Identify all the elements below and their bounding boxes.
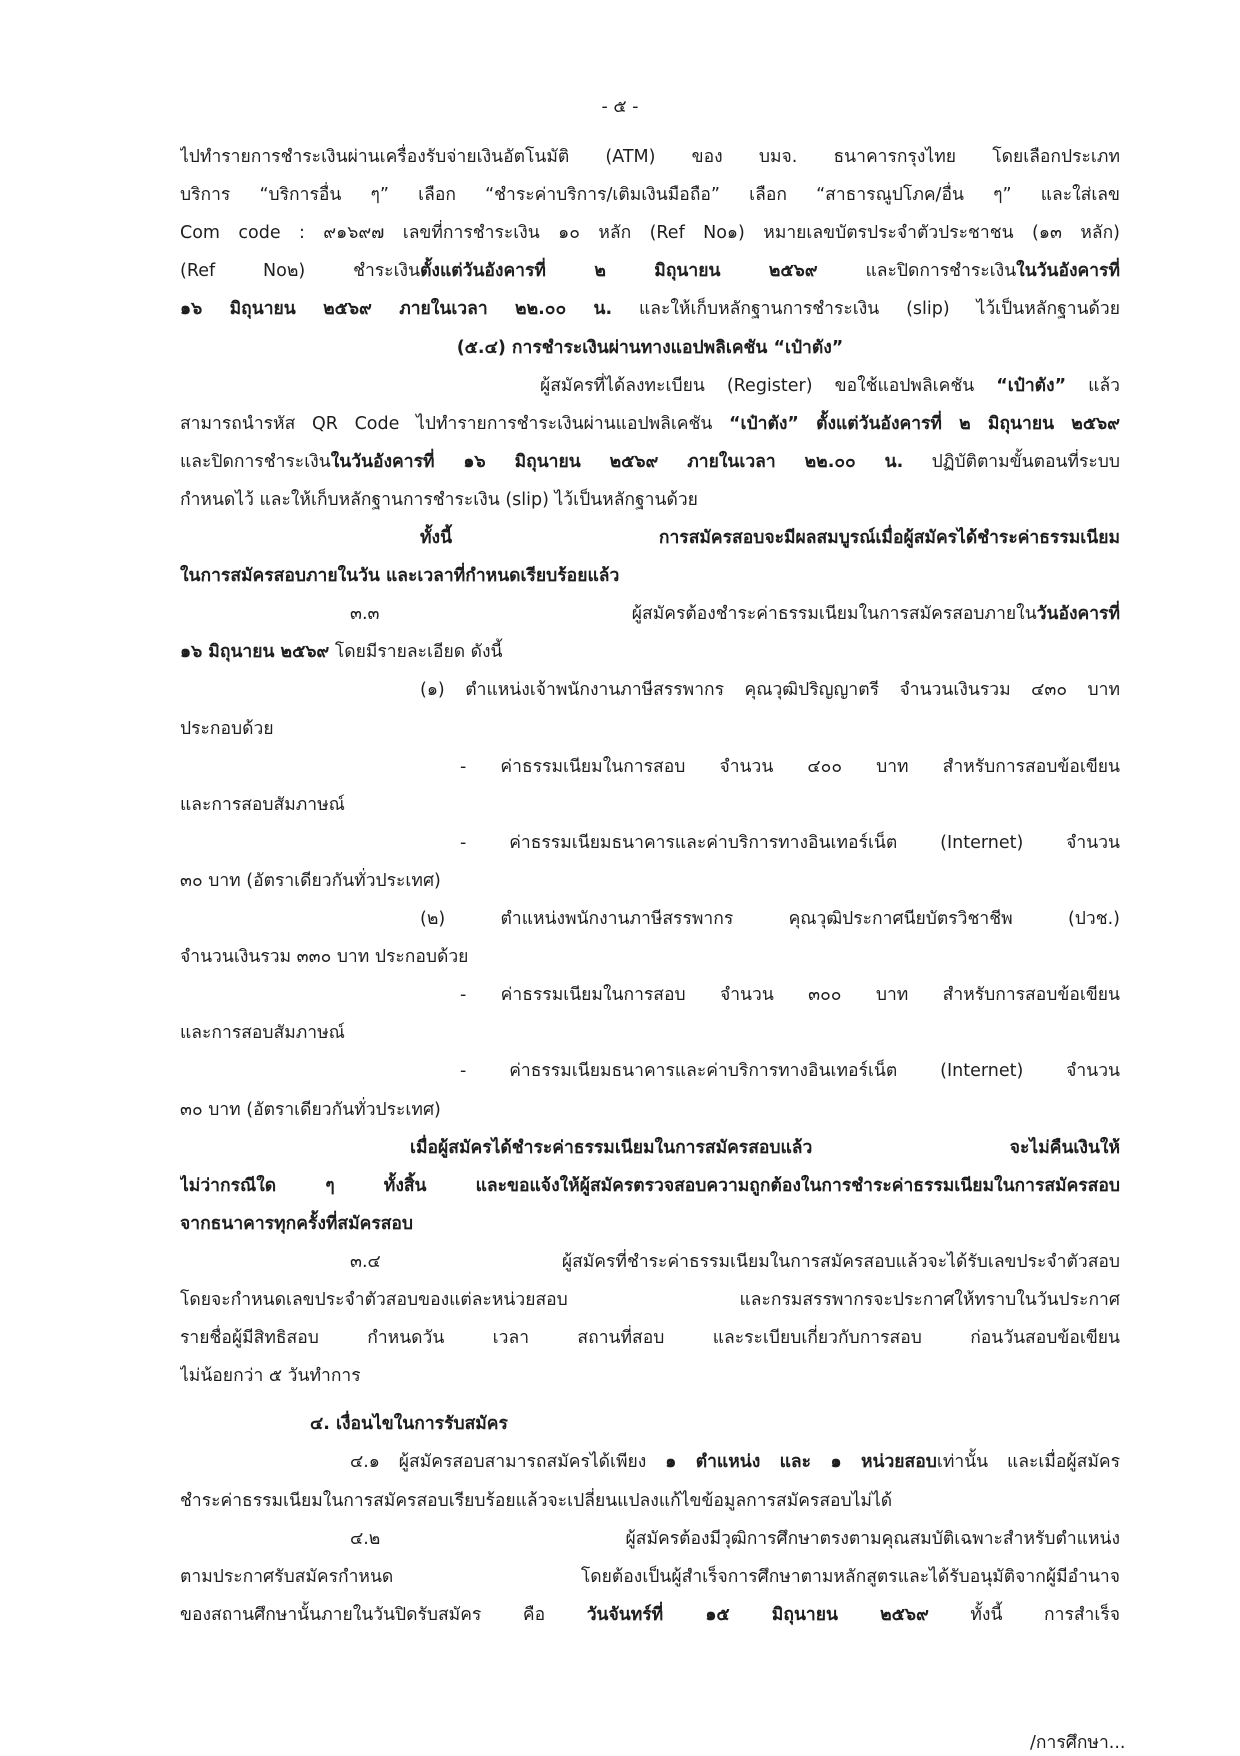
text-segment: โดยจะกำหนดเลขประจำตัวสอบของแต่ละหน่วยสอบ และกรมสรรพากรจะประกาศให้ทราบในวันประกาศ xyxy=(180,1290,1120,1310)
bold-text-segment: ในวันอังคารที่ ๑๖ มิถุนายน ๒๕๖๙ ภายในเวลา ๒๒.๐๐ น. xyxy=(330,451,904,472)
text-segment: กำหนดไว้ และให้เก็บหลักฐานการชำระเงิน (slip) ไว้เป็นหลักฐานด้วย xyxy=(180,489,698,510)
text-line xyxy=(180,976,1120,1014)
text-segment: ตามประกาศรับสมัครกำหนด โดยต้องเป็นผู้สำเร็จการศึกษาตามหลักสูตรและได้รับอนุมัติจากผู้มีอำนาจ xyxy=(180,1566,1120,1587)
text-line xyxy=(180,1243,1120,1281)
text-line xyxy=(180,176,1120,214)
bold-text-segment: “เป๋าตัง” ตั้งแต่วันอังคารที่ ๒ มิถุนายน ๒๕๖๙ xyxy=(729,413,1120,434)
text-line xyxy=(180,367,1120,405)
text-segment: รายชื่อผู้มีสิทธิสอบ กำหนดวัน เวลา สถานที่สอบ และระเบียบเกี่ยวกับการสอบ ก่อนวันสอบข้อเขียน xyxy=(180,1328,1120,1349)
text-segment: และให้เก็บหลักฐานการชำระเงิน (slip) ไว้เป็นหลักฐานด้วย xyxy=(612,299,1120,320)
text-line xyxy=(180,481,1120,519)
text-line xyxy=(180,938,1120,976)
text-segment: ปฏิบัติตามขั้นตอนที่ระบบ xyxy=(903,451,1120,472)
text-line xyxy=(180,252,1120,290)
text-segment: ชำระค่าธรรมเนียมในการสมัครสอบเรียบร้อยแล้วจะเปลี่ยนแปลงแก้ไขข้อมูลการสมัครสอบไม่ได้ xyxy=(180,1490,893,1511)
text-line xyxy=(180,1596,1120,1634)
text-segment: ๓๐ บาท (อัตราเดียวกันทั่วประเทศ) xyxy=(180,1099,441,1120)
text-segment: เท่านั้น และเมื่อผู้สมัคร xyxy=(936,1452,1120,1473)
text-line xyxy=(180,1014,1120,1052)
text-segment: ๔.๑ ผู้สมัครสอบสามารถสมัครได้เพียง xyxy=(350,1452,666,1473)
text-line xyxy=(180,1405,1120,1443)
bold-text-segment: วันจันทร์ที่ ๑๕ มิถุนายน ๒๕๖๙ xyxy=(586,1604,929,1625)
text-line xyxy=(180,862,1120,900)
bold-text-segment: ตั้งแต่วันอังคารที่ ๒ มิถุนายน ๒๕๖๙ xyxy=(420,261,818,282)
text-segment: และปิดการชำระเงิน xyxy=(180,451,331,472)
text-line xyxy=(180,1281,1120,1319)
bold-text-segment: ทั้งนี้ การสมัครสอบจะมีผลสมบูรณ์เมื่อผู้สมัครได้ชำระค่าธรรมเนียม xyxy=(420,528,1120,548)
text-segment: - ค่าธรรมเนียมในการสอบ จำนวน ๓๐๐ บาท สำหรับการสอบข้อเขียน xyxy=(460,985,1120,1006)
text-line xyxy=(180,786,1120,824)
text-segment: ไปทำรายการชำระเงินผ่านเครื่องรับจ่ายเงินอัตโนมัติ (ATM) ของ บมจ. ธนาคารกรุงไทย โดยเลือกประเภท xyxy=(180,147,1120,167)
text-segment: และการสอบสัมภาษณ์ xyxy=(180,794,345,815)
text-segment: ๓.๔ ผู้สมัครที่ชำระค่าธรรมเนียมในการสมัครสอบแล้วจะได้รับเลขประจำตัวสอบ xyxy=(350,1251,1120,1272)
text-segment: และการสอบสัมภาษณ์ xyxy=(180,1023,345,1044)
text-line xyxy=(180,1052,1120,1090)
text-line xyxy=(180,138,1120,176)
bold-text-segment: ๑๖ มิถุนายน ๒๕๖๙ xyxy=(180,642,330,663)
bold-text-segment: (๕.๔) การชำระเงินผ่านทางแอปพลิเคชัน “เป๋าตัง” xyxy=(456,337,844,358)
text-segment: (๑) ตำแหน่งเจ้าพนักงานภาษีสรรพากร คุณวุฒิปริญญาตรี จำนวนเงินรวม ๔๓๐ บาท xyxy=(420,680,1120,701)
text-line xyxy=(180,405,1120,443)
bold-text-segment: ในวันอังคารที่ xyxy=(1016,261,1120,282)
text-line xyxy=(180,671,1120,709)
continuation-footer: /การศึกษา... xyxy=(1030,1733,1126,1753)
text-line xyxy=(180,1129,1120,1167)
text-segment: ๓.๓ ผู้สมัครต้องชำระค่าธรรมเนียมในการสมัครสอบภายใน xyxy=(350,604,1037,625)
bold-text-segment: ๔. เงื่อนไขในการรับสมัคร xyxy=(310,1414,508,1435)
text-segment: (๒) ตำแหน่งพนักงานภาษีสรรพากร คุณวุฒิประกาศนียบัตรวิชาชีพ (ปวช.) xyxy=(420,909,1120,929)
text-line xyxy=(180,1443,1120,1481)
text-line xyxy=(180,1520,1120,1558)
text-line xyxy=(180,710,1120,748)
text-segment: - ค่าธรรมเนียมธนาคารและค่าบริการทางอินเทอร์เน็ต (Internet) จำนวน xyxy=(460,832,1120,853)
bold-text-segment: ๑๖ มิถุนายน ๒๕๖๙ ภายในเวลา ๒๒.๐๐ น. xyxy=(180,299,613,320)
text-segment: - ค่าธรรมเนียมในการสอบ จำนวน ๔๐๐ บาท สำหรับการสอบข้อเขียน xyxy=(460,756,1120,777)
text-segment: โดยมีรายละเอียด ดังนี้ xyxy=(329,642,503,663)
text-line xyxy=(180,1558,1120,1596)
text-line xyxy=(180,290,1120,328)
text-line xyxy=(180,1482,1120,1520)
text-segment: สามารถนำรหัส QR Code ไปทำรายการชำระเงินผ่านแอปพลิเคชัน xyxy=(180,413,730,434)
text-line xyxy=(180,1091,1120,1129)
text-line xyxy=(180,824,1120,862)
text-line xyxy=(180,1357,1120,1395)
text-segment: แล้ว xyxy=(1066,375,1120,396)
text-segment: และปิดการชำระเงิน xyxy=(817,261,1017,282)
text-line xyxy=(180,900,1120,938)
text-line xyxy=(180,443,1120,481)
text-segment: ไม่น้อยกว่า ๕ วันทำการ xyxy=(180,1366,361,1387)
text-line xyxy=(180,1319,1120,1357)
text-line xyxy=(180,1205,1120,1243)
text-segment: ๓๐ บาท (อัตราเดียวกันทั่วประเทศ) xyxy=(180,870,441,891)
bold-text-segment: ในการสมัครสอบภายในวัน และเวลาที่กำหนดเรียบร้อยแล้ว xyxy=(180,566,620,587)
text-line xyxy=(180,1167,1120,1205)
text-segment: จำนวนเงินรวม ๓๓๐ บาท ประกอบด้วย xyxy=(180,947,469,968)
text-segment: (Ref No๒) ชำระเงิน xyxy=(180,261,421,282)
text-line xyxy=(180,329,1120,367)
text-segment: ของสถานศึกษานั้นภายในวันปิดรับสมัคร คือ xyxy=(180,1604,587,1625)
text-line xyxy=(180,214,1120,252)
text-segment: ทั้งนี้ การสำเร็จ xyxy=(928,1604,1120,1625)
bold-text-segment: วันอังคารที่ xyxy=(1036,604,1120,625)
text-segment: - ค่าธรรมเนียมธนาคารและค่าบริการทางอินเทอร์เน็ต (Internet) จำนวน xyxy=(460,1061,1120,1082)
bold-text-segment: “เป๋าตัง” xyxy=(996,375,1067,396)
text-segment: ประกอบด้วย xyxy=(180,718,274,739)
text-line xyxy=(180,519,1120,557)
page-number: - ๕ - xyxy=(601,97,639,117)
text-line xyxy=(180,557,1120,595)
bold-text-segment: จากธนาคารทุกครั้งที่สมัครสอบ xyxy=(180,1213,414,1234)
text-segment: Com code : ๙๑๖๙๗ เลขที่การชำระเงิน ๑๐ หลัก (Ref No๑) หมายเลขบัตรประจำตัวประชาชน (๑๓ หลัก) xyxy=(180,223,1120,244)
bold-text-segment: เมื่อผู้สมัครได้ชำระค่าธรรมเนียมในการสมัครสอบแล้ว จะไม่คืนเงินให้ xyxy=(410,1137,1120,1158)
text-line xyxy=(180,633,1120,671)
text-segment: บริการ “บริการอื่น ๆ” เลือก “ชำระค่าบริการ/เติมเงินมือถือ” เลือก “สาธารณูปโภค/อื่น ๆ” และใส่เลข xyxy=(180,185,1120,206)
text-line xyxy=(180,595,1120,633)
text-segment: ผู้สมัครที่ได้ลงทะเบียน (Register) ขอใช้แอปพลิเคชัน xyxy=(540,375,997,396)
text-line xyxy=(180,748,1120,786)
bold-text-segment: ๑ ตำแหน่ง และ ๑ หน่วยสอบ xyxy=(665,1452,937,1473)
text-segment: ๔.๒ ผู้สมัครต้องมีวุฒิการศึกษาตรงตามคุณสมบัติเฉพาะสำหรับตำแหน่ง xyxy=(350,1528,1120,1549)
bold-text-segment: ไม่ว่ากรณีใด ๆ ทั้งสิ้น และขอแจ้งให้ผู้สมัครตรวจสอบความถูกต้องในการชำระค่าธรรมเนียมในการสมัครสอบ xyxy=(180,1175,1120,1196)
